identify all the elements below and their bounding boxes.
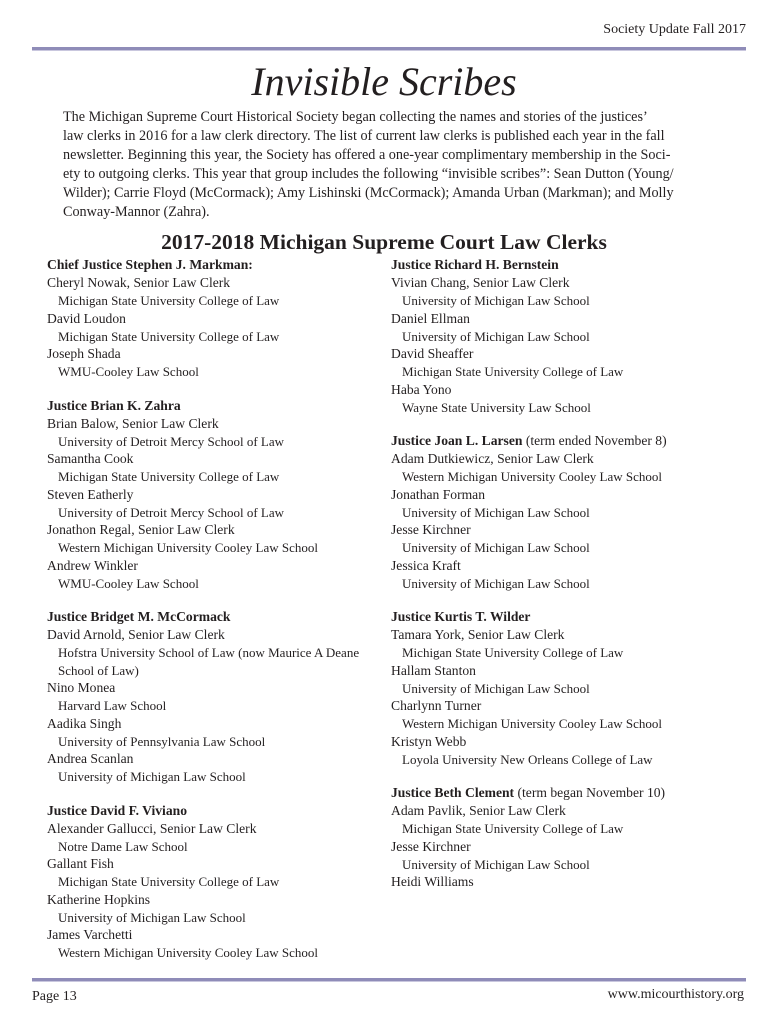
clerk-name: Jesse Kirchner	[391, 522, 471, 537]
intro-paragraph	[63, 108, 713, 222]
clerk-school: University of Michigan Law School	[58, 909, 246, 925]
justice-group	[391, 256, 741, 416]
clerk-name: Alexander Gallucci, Senior Law Clerk	[47, 820, 257, 836]
article-title: Invisible Scribes	[251, 59, 517, 104]
clerk-school: Western Michigan University Cooley Law School	[402, 716, 662, 731]
website-link[interactable]: www.micourthistory.org	[607, 987, 744, 1002]
justice-group	[47, 608, 387, 786]
clerk-name: Tamara York, Senior Law Clerk	[391, 627, 565, 642]
clerk-name: Brian Balow, Senior Law Clerk	[47, 415, 219, 431]
justice-title: Justice Beth Clement	[391, 785, 515, 800]
clerk-name: Vivian Chang, Senior Law Clerk	[391, 275, 570, 290]
clerk-school: Michigan State University College of Law	[58, 874, 280, 889]
justice-name	[47, 802, 387, 820]
justice-name	[47, 256, 387, 274]
clerk-column-right	[391, 256, 741, 907]
justice-group	[391, 608, 741, 768]
justice-name	[47, 608, 387, 626]
intro-line: Conway-Mannor (Zahra).	[63, 204, 210, 220]
term-note: (term began November 10)	[514, 785, 666, 800]
footer-rule	[32, 978, 746, 982]
clerk-name: Steven Eatherly	[47, 486, 134, 502]
justice-name	[391, 608, 741, 626]
clerk-name: Samantha Cook	[47, 451, 134, 466]
clerk-school: Loyola University New Orleans College of Law	[402, 751, 653, 767]
justice-title: Justice Bridget M. McCormack	[47, 609, 231, 624]
clerk-school: Western Michigan University Cooley Law School	[58, 540, 318, 555]
clerk-school: Hofstra University School of Law (now Maurice A Deane School of Law)	[58, 645, 360, 678]
clerk-name: Joseph Shada	[47, 346, 121, 361]
clerk-name: Jesse Kirchner	[391, 838, 471, 854]
term-note: (term ended November 8)	[522, 433, 667, 448]
intro-line: law clerks in 2016 for a law clerk directory. The list of current law clerks is published each year in the fall	[63, 128, 665, 144]
clerk-school: University of Detroit Mercy School of Law	[58, 433, 285, 449]
clerk-school: University of Michigan Law School	[58, 769, 246, 784]
clerk-school: University of Michigan Law School	[402, 540, 590, 555]
clerk-school: Michigan State University College of Law	[58, 469, 280, 484]
clerk-name: Adam Pavlik, Senior Law Clerk	[391, 803, 566, 818]
clerk-school: University of Michigan Law School	[402, 856, 590, 872]
clerk-school: University of Michigan Law School	[402, 328, 590, 344]
clerk-school: Notre Dame Law School	[58, 838, 188, 854]
justice-group	[47, 397, 387, 593]
clerk-school: Western Michigan University Cooley Law School	[402, 469, 662, 484]
justice-group	[391, 432, 741, 592]
justice-name	[47, 397, 387, 415]
clerk-name: Charlynn Turner	[391, 698, 482, 713]
justice-title: Justice David F. Viviano	[47, 802, 187, 818]
clerk-name: Aadika Singh	[47, 715, 122, 731]
clerk-column-left	[47, 256, 387, 978]
justice-group	[47, 256, 387, 381]
clerk-name: Adam Dutkiewicz, Senior Law Clerk	[391, 451, 594, 466]
clerk-school: University of Pennsylvania Law School	[58, 733, 266, 749]
justice-title: Justice Joan L. Larsen	[391, 433, 523, 448]
clerk-school: WMU-Cooley Law School	[58, 575, 199, 591]
clerk-school: University of Detroit Mercy School of Law	[58, 504, 285, 520]
justice-group	[391, 784, 741, 891]
header-rule	[32, 47, 746, 51]
section-heading: 2017-2018 Michigan Supreme Court Law Clerks	[161, 230, 607, 254]
clerk-name: Andrea Scanlan	[47, 751, 134, 766]
clerk-school: Western Michigan University Cooley Law School	[58, 945, 318, 960]
running-head: Society Update Fall 2017	[603, 22, 746, 37]
clerk-name: James Varchetti	[47, 927, 133, 942]
justice-name	[391, 432, 741, 450]
intro-line: Wilder); Carrie Floyd (McCormack); Amy Lishinski (McCormack); Amanda Urban (Markman); and Molly	[63, 185, 674, 201]
clerk-school: University of Michigan Law School	[402, 575, 590, 591]
clerk-name: Hallam Stanton	[391, 662, 476, 678]
justice-name	[391, 784, 741, 802]
clerk-school: University of Michigan Law School	[402, 504, 590, 520]
clerk-school: Michigan State University College of Law	[58, 293, 280, 308]
clerk-name: Andrew Winkler	[47, 557, 138, 573]
justice-group	[47, 802, 387, 962]
clerk-name: Cheryl Nowak, Senior Law Clerk	[47, 275, 231, 290]
clerk-name: Katherine Hopkins	[47, 891, 151, 907]
clerk-school: University of Michigan Law School	[402, 680, 590, 696]
clerk-name: Jonathon Regal, Senior Law Clerk	[47, 522, 235, 537]
justice-title: Chief Justice Stephen J. Markman:	[47, 257, 253, 272]
clerk-name: Heidi Williams	[391, 874, 474, 889]
clerk-school: University of Michigan Law School	[402, 293, 590, 308]
clerk-name: Daniel Ellman	[391, 310, 470, 326]
clerk-school: Harvard Law School	[58, 698, 167, 713]
clerk-school: Michigan State University College of Law	[58, 328, 280, 344]
clerk-name: Kristyn Webb	[391, 733, 467, 749]
clerk-school: Michigan State University College of Law	[402, 364, 624, 379]
clerk-name: Gallant Fish	[47, 856, 114, 871]
intro-line: newsletter. Beginning this year, the Society has offered a one-year complimentary membership in the Soci-	[63, 147, 671, 163]
clerk-name: David Arnold, Senior Law Clerk	[47, 627, 225, 642]
page-number: Page 13	[32, 989, 77, 1004]
clerk-name: Jonathan Forman	[391, 486, 486, 502]
intro-line: The Michigan Supreme Court Historical Society began collecting the names and stories of the justices’	[63, 109, 648, 125]
justice-name	[391, 256, 741, 274]
clerk-name: Haba Yono	[391, 381, 452, 397]
clerk-school: Michigan State University College of Law	[402, 645, 624, 660]
clerk-name: David Sheaffer	[391, 346, 474, 361]
justice-title: Justice Brian K. Zahra	[47, 397, 181, 413]
clerk-school: WMU-Cooley Law School	[58, 364, 199, 379]
clerk-school: Michigan State University College of Law	[402, 821, 624, 836]
clerk-name: Jessica Kraft	[391, 557, 461, 573]
justice-title: Justice Richard H. Bernstein	[391, 257, 559, 272]
intro-line: ety to outgoing clerks. This year that group includes the following “invisible scribes”: Sean Dutton (Young/	[63, 166, 674, 182]
clerk-name: Nino Monea	[47, 680, 116, 695]
clerk-name: David Loudon	[47, 310, 126, 326]
justice-title: Justice Kurtis T. Wilder	[391, 609, 531, 624]
clerk-school: Wayne State University Law School	[402, 399, 591, 415]
